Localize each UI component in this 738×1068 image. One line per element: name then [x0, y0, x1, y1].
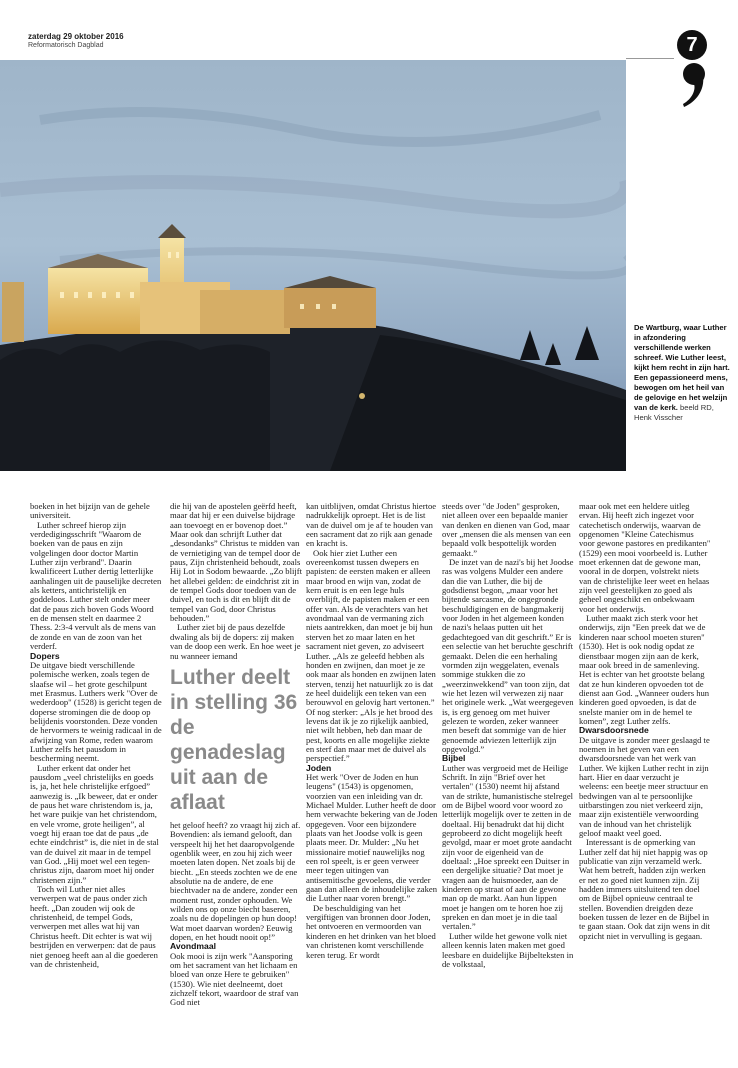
caption-text: De Wartburg, waar Luther in afzondering verschillende werken schreef. Wie Luther leest, kijkt hem recht in zijn hart. Een gepassioneerd mens, bewogen om het heil van de gelovige en het welzijn van de kerk. [634, 323, 730, 412]
photo-caption [634, 323, 730, 423]
pull-quote: Luther deelt in stelling 36 de genadeslag uit aan de aflaat [170, 665, 298, 814]
issue-date: zaterdag 29 oktober 2016 [28, 32, 124, 41]
article-column-1 [30, 502, 162, 969]
subheading-dopers: Dopers [30, 650, 60, 661]
paragraph: Luther wilde het gewone volk niet alleen kennis laten maken met goed leesbare en duidelijke Bijbelteksten in de volkstaal, [442, 930, 574, 969]
article-column-5 [579, 502, 711, 941]
paragraph: Luther maakt zich sterk voor het onderwijs, zijn "Een preek dat we de kinderen naar school moeten sturen" (1530). Het is ook nodig opdat ze dienstbaar mogen zijn aan de kerk, maar ook breed in de samenleving. Het is echter van het grootste belang dat ze hun kinderen opvoeden tot de dienst aan God. „Wanneer ouders hun kinderen goed opvoeden, is dat de snelste manier om in de hemel te komen”, zegt Luther zelfs. [579, 613, 710, 726]
paragraph: Ook mooi is zijn werk "Aansporing om het sacrament van het lichaam en bloed van onze Here te gebruiken" (1530). Wie niet deelneemt, doet zichzelf tekort, waardoor de straf van God niet [170, 950, 299, 1008]
paragraph: Interessant is de opmerking van Luther zelf dat hij niet happig was op publicatie van zijn verzameld werk. Wat hem betreft, hadden zijn werken er net zo goed niet kunnen zijn. Zij hadden immers uitsluitend ten doel om de Bijbel opnieuw centraal te stellen. Bovendien dreigden deze boeken tussen de lezer en de Bijbel in te gaan staan. Ook dat zijn wens in dit opzicht niet in vervulling is gegaan. [579, 837, 711, 941]
paragraph: Luther ziet bij de paus dezelfde dwaling als bij de dopers: zij maken van de doop een werk. En hoe weet je nu wanneer iemand [170, 622, 301, 661]
paragraph: Ook hier ziet Luther een overeenkomst tussen dwepers en papisten: de eersten maken er alleen maar brood en wijn van, zodat de kern eruit is en een lege huls overblijft, de papisten maken er een offer van. Als de verachters van het avondmaal van de vermaning zich niets aantrekken, dan moet je bij hun sterven het zo maar laten en het sacrament niet geven, zo adviseert Luther. „Als ze geleefd hebben als honden en zwijnen, dan moet je ze ook maar als honden en zwijnen laten sterven, tenzij het natuurlijk zo is dat ze heel duidelijk een teken van een berouwvol en gelovig hart vertonen.” Of nog sterker: „Als je het brood des levens dat ik je zo rijkelijk aanbied, niet wilt hebben, heb dan maar de pest, koorts en alle mogelijke ziekte en sterf dan maar met de duivel als perspectief.” [306, 547, 436, 764]
photo-credit: beeld RD, Henk Visscher [634, 403, 714, 422]
paragraph: het geloof heeft? zo vraagt hij zich af. Bovendien: als iemand gelooft, dan verspeelt hij het het daaropvolgende ogenblik weer, en zou hij zich weer moeten laten dopen. Net zoals bij de biecht. „En steeds zochten we de ene absolutie na de andere, de ene biechtvader na de andere, zonder een moment rust, zonder ophouden. We wilden ons op onze biecht baseren, zoals nu de dopelingen op hun doop! Wat moet daarvan worden? Eeuwig dopen, en het houdt nooit op!” [170, 819, 301, 942]
paragraph: De beschuldiging van het vergiftigen van bronnen door Joden, het ontvoeren en vermoorden van kinderen en het drinken van het bloed van christenen komt verschillende keren terug. Er wordt [306, 902, 436, 960]
paragraph: kan uitblijven, omdat Christus hiertoe nadrukkelijk oproept. Het is de list van de duivel om je af te houden van een sacrament dat zo rijk aan genade en kracht is. [306, 501, 437, 549]
subheading-avondmaal: Avondmaal [170, 941, 217, 952]
subheading-joden: Joden [306, 762, 332, 773]
paragraph: Luther erkent dat onder het pausdom „veel christelijks en goeds is, ja, het hele christelijke erfgoed” aanwezig is. „Ik beweer, dat er onder de paus het ware christendom is, ja, het ware puikje van het christendom, en vele vrome, grote heiligen”, al voegt hij eraan toe dat de paus „de echte eindchrist” is, die niet in de stal van de duivel zit maar in de tempel van God. „Hij moet wel een tegen-christus zijn, daarom moet hij onder christenen zijn.” [30, 762, 159, 885]
paragraph: Het werk "Over de Joden en hun leugens" (1543) is opgenomen, voorzien van een inleiding van dr. Michael Mulder. Luther heeft de door hem verwachte bekering van de Joden opgegeven. Voor een bijzondere plaats van het Joodse volk is geen plaats meer. Dr. Mulder: „Nu het missionaire motief nauwelijks nog een rol speelt, is er geen verweer meer tegen uitingen van antisemitische gevoelens, die verder gaan dan alleen de inhoudelijke zaken die Luther naar voren brengt.” [306, 771, 438, 904]
paragraph: Luther was vergroeid met de Heilige Schrift. In zijn "Brief over het vertalen" (1530) neemt hij afstand van de strikte, humanistische stelregel om de Bijbel woord voor woord zo letterlijk mogelijk over te zetten in de doeltaal. Hij benadrukt dat hij dicht geprobeerd zo dicht mogelijk heeft gevolgd, maar er moet grote aandacht zijn voor de eigenheid van de doeltaal: „Hoe spreekt een Duitser in een dergelijke situatie? Dat moet je vragen aan de huismoeder, aan de kinderen op straat of aan de gewone man op de markt. Aan hun lippen moet je hangen om te horen hoe zij spreken en dan moet je in die taal vertalen.” [442, 762, 574, 932]
article-column-3 [306, 502, 438, 960]
paragraph: die hij van de apostelen geërfd heeft, maar dat hij er een duivelse bijdrage aan toevoegt en er bovenop doet.” Maar ook dan schrijft Luther dat „desondanks” Christus te midden van de vernietiging van de tempel door de paus, Zijn christenheid behoudt, zoals Hij Lot in Sodom bewaarde. „Zo blijft het allebei gelden: de eindchrist zit in de tempel Gods door toedoen van de duivel, en toch is dit en blijft dit de tempel van God, door Christus behouden.” [170, 501, 302, 624]
paragraph: Toch wil Luther niet alles verwerpen wat de paus onder zich heeft. „Dan zouden wij ook de christenheid, de tempel Gods, verwerpen met alles wat hij van Christus heeft. Dit echter is wat wij bestrijden en verwerpen: dat de paus niet genoeg heeft aan al die goederen van de christenheid, [30, 884, 158, 969]
paragraph: maar ook met een heldere uitleg ervan. Hij heeft zich ingezet voor catechetisch onderwijs, waarvan de opgenomen "Kleine Catechismus voor gewone pastores en predikanten" (1529) een mooi voorbeeld is. Luther moet erkennen dat de gewone man, vooral in de dorpen, volstrekt niets van de christelijke leer weet en helaas zijn veel geestelijken zo goed als geheel ongeschikt en onbekwaam voor het onderwijs. [579, 501, 711, 614]
paragraph: De uitgave is zonder meer geslaagd te noemen in het geven van een dwarsdoorsnede van het werk van Luther. We kijken Luther recht in zijn hart. Hier en daar verzucht je weleens: een beetje meer structuur en bedwingen van al te persoonlijke uitbarstingen zou niet verkeerd zijn, maar zijn existentiële verwoording van de inhoud van het christelijk geloof maakt veel goed. [579, 734, 710, 839]
subheading-bijbel: Bijbel [442, 753, 466, 764]
castle-illustration [0, 60, 626, 471]
article-column-4 [442, 502, 574, 969]
wartburg-photo [0, 60, 626, 471]
article-column-2 [170, 502, 302, 1008]
page-number-badge: 7 [677, 30, 707, 60]
paragraph: De inzet van de nazi's bij het Joodse ras was volgens Mulder een andere dan die van Luther, die bij de godsdienst begon, „maar voor het bijtende sarcasme, de ongegronde beschuldigingen en de bangmakerij voor Joden in het algemeen konden de nazi's helaas putten uit het gedachtegoed van dit geschrift.” Er is een selectie van het beruchte geschrift gemaakt. Delen die een herhaling vormden zijn weggelaten, evenals sommige stukken die zo „weerzinwekkend” van toon zijn, dat wie het lezen wil verwezen zij naar het originele werk. „Wat weergegeven is, is erg genoeg om met huiver gelezen te worden, zeker wanneer men beseft dat sommige van de hier genoemde adviezen letterlijk zijn opgevolgd.” [442, 557, 574, 754]
subheading-dwarsdoorsnede: Dwarsdoorsnede [579, 725, 649, 736]
header-divider [626, 58, 674, 59]
paragraph: De uitgave biedt verschillende polemische werken, zoals tegen de slaafse wil – het grote geschilpunt met Erasmus. Luthers werk "Over de wederdoop" (1528) is gericht tegen de doperse stromingen die de doop op belijdenis voorstonden. Deze vonden de hervormers te weinig radicaal in de afwijzing van Rome, reden waarom Luther zelfs het pausdom in bescherming neemt. [30, 659, 162, 764]
paragraph: steeds over "de Joden" gesproken, niet alleen over een bepaalde manier van denken en dienen van God, maar over „mensen die als mensen van een bepaald volk bespottelijk worden gemaakt.” [442, 501, 571, 558]
newspaper-name: Reformatorisch Dagblad [28, 42, 104, 49]
paragraph: Luther schreef hierop zijn verdedigingsschrift "Waarom de boeken van de paus en zijn volgelingen door doctor Martin Luther zijn verbrand". Daarin kwalificeert Luther dertig letterlijke aanhalingen uit de pauselijke decreten als ketters, antichristelijk en goddeloos. Luther stelt onder meer dat de paus zich boven Gods Woord en de mensen stelt en daarmee 2 Thess. 2:3-4 vervult als de mens van de zonde en van de zoon van het verderf. [30, 519, 162, 652]
comma-icon [680, 62, 708, 108]
paragraph: boeken in het bijzijn van de gehele universiteit. [30, 501, 150, 521]
